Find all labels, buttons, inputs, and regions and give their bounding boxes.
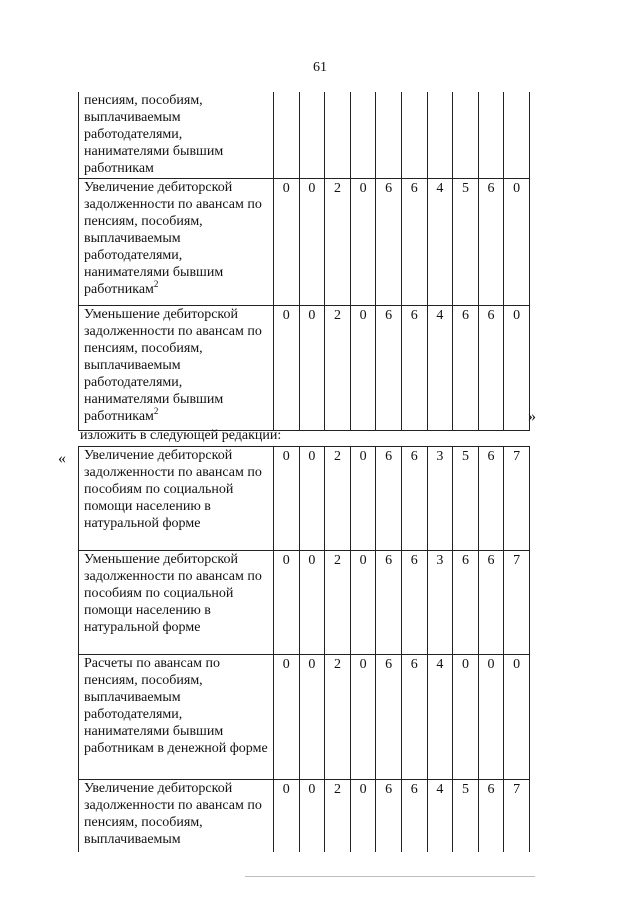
code-digit: 0 [274,178,300,305]
code-digit: 6 [478,551,504,655]
code-digit: 0 [504,305,530,430]
code-digit: 3 [427,447,453,551]
code-digit: 2 [325,655,351,780]
table-row [79,305,530,430]
code-digit: 6 [478,447,504,551]
code-digit: 6 [401,655,427,780]
code-digit: 0 [274,655,300,780]
row-label: Уменьшение дебиторской задолженности по авансам по пособиям по социальной помощи населению в натуральной форме [79,551,274,655]
code-digit: 0 [299,551,325,655]
code-digit: 6 [376,305,402,430]
code-digit: 4 [427,655,453,780]
code-digit: 0 [453,655,479,780]
code-digit: 3 [427,551,453,655]
code-digit: 7 [504,551,530,655]
code-digit: 0 [350,447,376,551]
code-digit: 0 [299,178,325,305]
code-digit: 6 [453,305,479,430]
code-digit: 0 [504,655,530,780]
row-label: пенсиям, пособиям, выплачиваемым работодателями, нанимателями бывшим работникам [79,92,274,178]
table-row [79,92,530,178]
code-digit: 4 [427,178,453,305]
code-digit: 4 [427,780,453,852]
code-digit: 0 [504,178,530,305]
code-digit: 6 [478,305,504,430]
code-digit [376,92,402,178]
code-digit: 0 [350,178,376,305]
code-digit: 0 [299,655,325,780]
code-digit [401,92,427,178]
code-digit: 2 [325,178,351,305]
code-digit [478,92,504,178]
code-digit: 4 [427,305,453,430]
code-digit [453,92,479,178]
code-digit: 0 [350,305,376,430]
row-label: Уменьшение дебиторской задолженности по авансам по пенсиям, пособиям, выплачиваемым работодателями, нанимателями бывшим работникам$^2$ [79,305,274,430]
code-digit: 6 [478,178,504,305]
code-digit: 6 [401,178,427,305]
code-digit: 6 [401,551,427,655]
code-digit: 0 [350,551,376,655]
closing-quote: » [528,408,536,425]
code-digit: 6 [376,780,402,852]
table-row [79,447,530,551]
table-row [79,655,530,780]
code-digit: 0 [274,780,300,852]
table-row [79,178,530,305]
row-label: Увеличение дебиторской задолженности по авансам по пенсиям, пособиям, выплачиваемым [79,780,274,852]
code-digit: 6 [401,780,427,852]
code-digit [427,92,453,178]
code-digit: 2 [325,447,351,551]
footer-divider [245,876,535,877]
code-digit: 6 [376,178,402,305]
code-digit: 0 [274,551,300,655]
code-digit: 0 [299,447,325,551]
code-digit [299,92,325,178]
code-digit: 0 [350,780,376,852]
code-digit [325,92,351,178]
row-label: Увеличение дебиторской задолженности по авансам по пособиям по социальной помощи населению в натуральной форме [79,447,274,551]
code-digit: 6 [376,447,402,551]
code-digit: 2 [325,780,351,852]
code-digit: 5 [453,178,479,305]
code-digit: 0 [299,305,325,430]
code-digit: 6 [376,655,402,780]
row-label: Увеличение дебиторской задолженности по авансам по пенсиям, пособиям, выплачиваемым работодателями, нанимателями бывшим работникам$^2$ [79,178,274,305]
table-row [79,780,530,852]
code-digit: 6 [453,551,479,655]
code-digit: 0 [478,655,504,780]
opening-quote: « [58,450,66,467]
code-digit: 7 [504,780,530,852]
code-digit: 0 [299,780,325,852]
code-digit: 7 [504,447,530,551]
code-digit: 2 [325,551,351,655]
transition-text: изложить в следующей редакции: [80,428,282,443]
code-digit: 6 [478,780,504,852]
upper-code-table [78,92,530,431]
code-digit: 0 [274,305,300,430]
code-digit: 6 [401,305,427,430]
row-label: Расчеты по авансам по пенсиям, пособиям, выплачиваемым работодателями, нанимателями бывшим работникам в денежной форме [79,655,274,780]
code-digit: 6 [376,551,402,655]
code-digit: 2 [325,305,351,430]
code-digit: 0 [350,655,376,780]
code-digit: 0 [274,447,300,551]
code-digit [274,92,300,178]
code-digit: 6 [401,447,427,551]
code-digit [350,92,376,178]
code-digit: 5 [453,780,479,852]
code-digit [504,92,530,178]
code-digit: 5 [453,447,479,551]
page-number: 61 [313,60,327,75]
table-row [79,551,530,655]
lower-code-table [78,446,530,852]
